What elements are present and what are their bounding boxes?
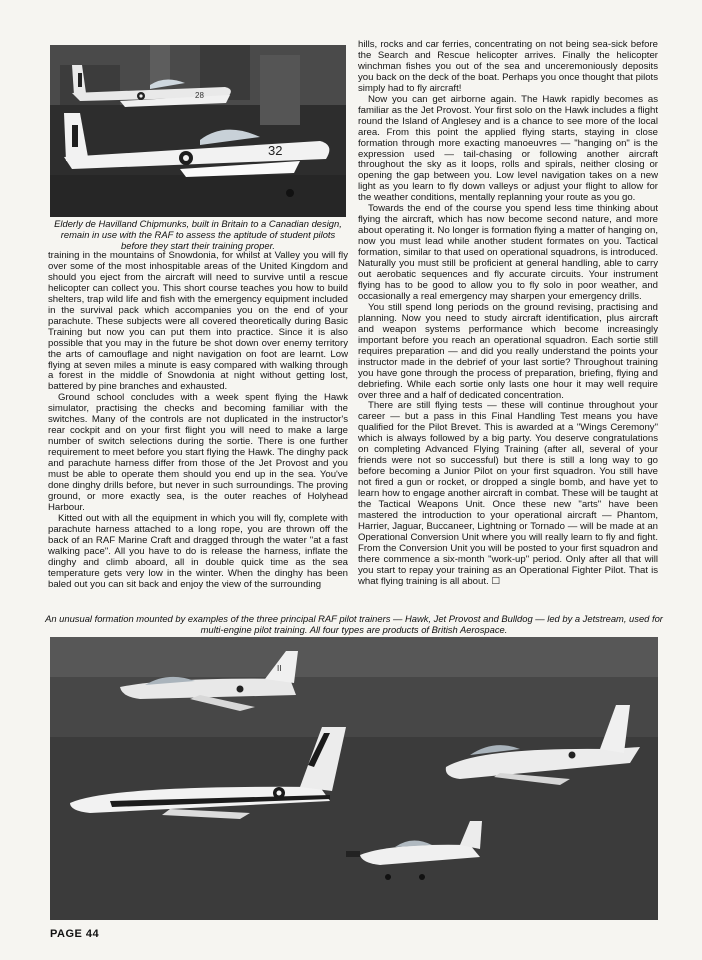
chipmunk-rear-number: 28 [195, 91, 204, 100]
formation-photo [50, 637, 658, 920]
left-paragraph-2: Ground school concludes with a week spent flying the Hawk simulator, practising the checks and becoming familiar with the switches. Many of the controls are not duplicated in the instructor's rear cockpit and on your first flight you will need to make a large number of switch selections during the sortie. There is one further requirement to meet before you start flying the Hawk. The dinghy pack and parachute harness differ from those of the Jet Provost and you must be able to operate them should you end up in the sea. You've done dinghy drills before, but never in such surroundings. The proving ground, or more exactly sea, is the outer reaches of Holyhead Harbour. [48, 392, 348, 513]
top-photo-caption: Elderly de Havilland Chipmunks, built in Britain to a Canadian design, remain in use with the RAF to assess the aptitude of student pilots before they start their training proper. [54, 218, 342, 251]
right-paragraph-1: hills, rocks and car ferries, concentrating on not being sea-sick before the Search and Rescue helicopter arrives. Finally the helicopter winchman fishes you out of the sea and unceremoniously deposits you back on the deck of the boat. Perhaps you once thought that pilots simply had to fly aircraft! [358, 40, 658, 94]
left-paragraph-1: training in the mountains of Snowdonia, for whilst at Valley you will fly over some of the most inhospitable areas of the United Kingdom and should you eject from the aircraft will need to survive until a rescue helicopter can collect you. This short course teaches you how to build shelters, trap wild life and fish with the emergency equipment included in the survival pack which accompanies you on the end of your parachute. These subjects were all covered theoretically during Basic Training but now you can put them into practice. Since it is also possible that you may in the future be shot down over enemy territory the arts of camouflage and night navigation on foot are learnt. Low flying at seven miles a minute is easy compared with walking through a forest in the middle of Snowdonia at night without getting lost, battered by pine branches and exhausted. [48, 251, 348, 393]
right-paragraph-2: Now you can get airborne again. The Hawk rapidly becomes as familiar as the Jet Provost. Your first solo on the Hawk includes a flight round the Island of Anglesey and is a chance to see more of the local area. From this point the applied flying starts, staying in close formation through more exacting manoeuvres — "hanging on" is the expression used — tail-chasing or following another aircraft throughout the sky as it loops, rolls and spirals, neither closing or opening the gap between you. Low level navigation takes on a new light as you learn to fly down valleys or adjust your flight to allow for the weather conditions, mentally replanning your route as you go. [358, 93, 658, 204]
hawk-tail-marking: II [277, 664, 282, 673]
left-column [48, 251, 348, 609]
right-column [358, 40, 658, 610]
right-paragraph-4: You still spend long periods on the ground revising, practising and planning. Now you need to study aircraft identification, plus aircraft and weapon systems performance which become increasingly important before you reach an operational squadron. Each sortie still requires preparation — and did you really understand the points your instructor made in the debrief of your last sortie? Throughout training you have gone through the process of preparation, briefing, flying and debriefing. While each sortie only lasts one hour it may well require over three and a half of dedicated concentration. [358, 301, 658, 401]
page-number: PAGE 44 [50, 928, 100, 940]
chipmunk-photo [50, 45, 346, 217]
chipmunk-front-number: 32 [268, 143, 283, 158]
right-paragraph-3: Towards the end of the course you spend less time thinking about flying the aircraft, which has now become second nature, and more about operating it. No longer is formation flying a matter of hanging on, now you must lead while another student formates on you. Tactical formation, similar to that used on operational squadrons, is introduced. Naturally you must still be proficient at general handling, able to carry out aerobatic sequences and fly accurate circuits. Your instrument flying has to be good to allow you to fly solo in poor weather, and occasionally a real emergency may sharpen your emergency drills. [358, 203, 658, 302]
left-paragraph-3: Kitted out with all the equipment in which you will fly, complete with parachute harness attached to a long rope, you are thrown off the back of an RAF Marine Craft and dragged through the water "at a fast walking pace". All you have to do is release the harness, inflate the dinghy and climb aboard, all in double quick time as the sea temperature gets very low in the winter. When the dinghy has been baled out you can sit back and enjoy the view of the surrounding [48, 512, 348, 590]
right-paragraph-5: There are still flying tests — these will continue throughout your career — but a pass in this Final Handling Test means you have qualified for the Pilot Brevet. This is awarded at a "Wings Ceremony" which is always followed by a big party. You deserve congratulations on completing Advanced Flying Training (after all, several of your friends were not so successful) but there is still a long way to go before becoming a Junior Pilot on your first squadron. You still have not fired a gun or rocket, or dropped a single bomb, and have yet to learn how to engage another aircraft in combat. These will be taught at the Tactical Weapons Unit. Once these new "arts" have been mastered the introduction to your operational aircraft — Phantom, Harrier, Jaguar, Buccaneer, Lightning or Tornado — will be made at an Operational Conversion Unit where you will really learn to fly and fight. From the Conversion Unit you will be posted to your first squadron and there commence a six-month "work-up" period. Only after all that will you start to repay your training as an Operational Fighter Pilot. That is what flying training is all about. ☐ [358, 400, 658, 587]
bottom-photo-caption: An unusual formation mounted by examples of the three principal RAF pilot trainers — Hawk, Jet Provost and Bulldog — led by a Jetstream, used for multi-engine pilot training. All four types are products of British Aerospace. [45, 613, 663, 635]
